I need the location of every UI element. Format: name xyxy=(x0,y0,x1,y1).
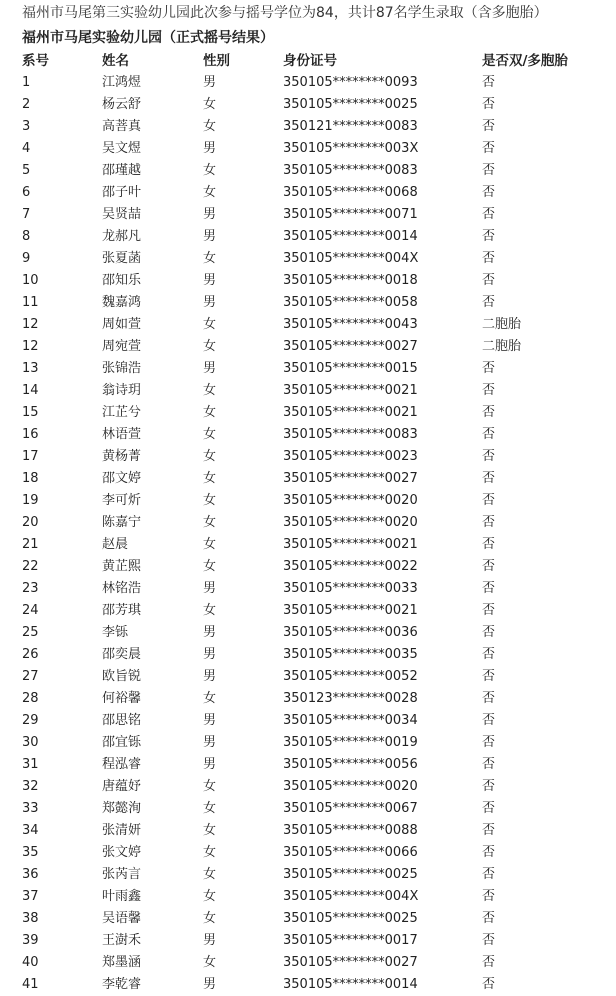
table-row xyxy=(22,424,612,446)
cell-twin-status: 否 xyxy=(482,779,496,794)
cell-name: 唐蕴妤 xyxy=(102,779,142,794)
cell-id-number: 350105********0025 xyxy=(283,867,418,882)
cell-twin-status: 否 xyxy=(482,889,496,904)
table-row xyxy=(22,270,612,292)
table-header-row xyxy=(22,50,612,72)
cell-id-number: 350105********0014 xyxy=(283,977,418,992)
cell-number: 39 xyxy=(22,933,39,948)
cell-number: 10 xyxy=(22,273,39,288)
table-row xyxy=(22,556,612,578)
cell-number: 32 xyxy=(22,779,39,794)
cell-id-number: 350105********0058 xyxy=(283,295,418,310)
table-body xyxy=(22,72,612,996)
cell-gender: 女 xyxy=(203,845,217,860)
cell-id-number: 350105********004X xyxy=(283,889,419,904)
cell-id-number: 350105********0017 xyxy=(283,933,418,948)
cell-twin-status: 否 xyxy=(482,361,496,376)
table-row xyxy=(22,72,612,94)
table-row xyxy=(22,864,612,886)
table-row xyxy=(22,952,612,974)
table-row xyxy=(22,204,612,226)
header-id-number: 身份证号 xyxy=(283,53,337,69)
cell-name: 张文婷 xyxy=(102,845,142,860)
cell-twin-status: 否 xyxy=(482,691,496,706)
cell-number: 28 xyxy=(22,691,39,706)
cell-gender: 女 xyxy=(203,317,217,332)
cell-name: 张锦浩 xyxy=(102,361,142,376)
cell-id-number: 350123********0028 xyxy=(283,691,418,706)
cell-name: 王澍禾 xyxy=(102,933,142,948)
table-row xyxy=(22,754,612,776)
cell-name: 黄芷熙 xyxy=(102,559,142,574)
cell-gender: 女 xyxy=(203,339,217,354)
cell-name: 周宛萱 xyxy=(102,339,142,354)
cell-name: 陈嘉宁 xyxy=(102,515,142,530)
cell-name: 林铭浩 xyxy=(102,581,142,596)
cell-number: 9 xyxy=(22,251,31,266)
cell-name: 郑墨涵 xyxy=(102,955,142,970)
table-row xyxy=(22,820,612,842)
cell-id-number: 350105********0066 xyxy=(283,845,418,860)
cell-gender: 男 xyxy=(203,75,217,90)
cell-number: 3 xyxy=(22,119,31,134)
table-row xyxy=(22,182,612,204)
cell-id-number: 350105********0043 xyxy=(283,317,418,332)
cell-name: 张清妍 xyxy=(102,823,142,838)
cell-gender: 男 xyxy=(203,625,217,640)
table-row xyxy=(22,974,612,996)
table-row xyxy=(22,578,612,600)
cell-id-number: 350105********0056 xyxy=(283,757,418,772)
table-row xyxy=(22,644,612,666)
cell-number: 35 xyxy=(22,845,39,860)
cell-gender: 女 xyxy=(203,449,217,464)
cell-gender: 女 xyxy=(203,801,217,816)
cell-id-number: 350105********0083 xyxy=(283,427,418,442)
cell-gender: 女 xyxy=(203,889,217,904)
header-number: 系号 xyxy=(22,53,49,69)
page-subtitle: 福州市马尾实验幼儿园（正式摇号结果） xyxy=(22,30,274,46)
cell-name: 龙郝凡 xyxy=(102,229,142,244)
table-row xyxy=(22,512,612,534)
cell-twin-status: 否 xyxy=(482,647,496,662)
cell-number: 23 xyxy=(22,581,39,596)
table-row xyxy=(22,732,612,754)
cell-id-number: 350105********0020 xyxy=(283,515,418,530)
cell-id-number: 350105********0023 xyxy=(283,449,418,464)
cell-number: 29 xyxy=(22,713,39,728)
cell-twin-status: 否 xyxy=(482,845,496,860)
cell-gender: 女 xyxy=(203,691,217,706)
cell-id-number: 350105********0068 xyxy=(283,185,418,200)
cell-number: 7 xyxy=(22,207,31,222)
cell-gender: 女 xyxy=(203,405,217,420)
cell-name: 江鸿煜 xyxy=(102,75,142,90)
cell-number: 8 xyxy=(22,229,31,244)
cell-name: 何裕馨 xyxy=(102,691,142,706)
header-gender: 性别 xyxy=(203,53,230,69)
cell-name: 邵知乐 xyxy=(102,273,142,288)
cell-gender: 女 xyxy=(203,911,217,926)
cell-number: 14 xyxy=(22,383,39,398)
table-row xyxy=(22,666,612,688)
cell-name: 邵芳琪 xyxy=(102,603,142,618)
header-name: 姓名 xyxy=(102,53,129,69)
cell-number: 20 xyxy=(22,515,39,530)
cell-gender: 男 xyxy=(203,713,217,728)
cell-name: 赵晨 xyxy=(102,537,129,552)
cell-name: 邵子叶 xyxy=(102,185,142,200)
cell-number: 18 xyxy=(22,471,39,486)
cell-id-number: 350105********0021 xyxy=(283,405,418,420)
cell-number: 30 xyxy=(22,735,39,750)
cell-id-number: 350105********0018 xyxy=(283,273,418,288)
cell-gender: 男 xyxy=(203,735,217,750)
cell-number: 12 xyxy=(22,339,39,354)
table-row xyxy=(22,336,612,358)
cell-name: 邵宜铄 xyxy=(102,735,142,750)
cell-id-number: 350105********0052 xyxy=(283,669,418,684)
cell-name: 周如萱 xyxy=(102,317,142,332)
cell-name: 吴贤喆 xyxy=(102,207,142,222)
cell-id-number: 350105********0036 xyxy=(283,625,418,640)
table-row xyxy=(22,446,612,468)
cell-gender: 男 xyxy=(203,295,217,310)
cell-number: 13 xyxy=(22,361,39,376)
cell-twin-status: 否 xyxy=(482,867,496,882)
cell-gender: 女 xyxy=(203,515,217,530)
cell-name: 黄杨菁 xyxy=(102,449,142,464)
cell-number: 37 xyxy=(22,889,39,904)
cell-name: 邵瑾越 xyxy=(102,163,142,178)
table-row xyxy=(22,776,612,798)
cell-name: 郑懿洵 xyxy=(102,801,142,816)
cell-number: 21 xyxy=(22,537,39,552)
table-row xyxy=(22,94,612,116)
cell-name: 江芷兮 xyxy=(102,405,142,420)
cell-twin-status: 否 xyxy=(482,471,496,486)
cell-id-number: 350121********0083 xyxy=(283,119,418,134)
cell-id-number: 350105********0088 xyxy=(283,823,418,838)
cell-id-number: 350105********003X xyxy=(283,141,419,156)
cell-gender: 男 xyxy=(203,229,217,244)
table-row xyxy=(22,468,612,490)
cell-name: 张芮言 xyxy=(102,867,142,882)
cell-number: 27 xyxy=(22,669,39,684)
cell-id-number: 350105********0025 xyxy=(283,97,418,112)
cell-number: 17 xyxy=(22,449,39,464)
table-row xyxy=(22,314,612,336)
cell-id-number: 350105********0035 xyxy=(283,647,418,662)
cell-twin-status: 否 xyxy=(482,273,496,288)
cell-gender: 女 xyxy=(203,251,217,266)
cell-gender: 男 xyxy=(203,141,217,156)
cell-id-number: 350105********0067 xyxy=(283,801,418,816)
cell-twin-status: 否 xyxy=(482,75,496,90)
cell-name: 叶雨鑫 xyxy=(102,889,142,904)
cell-gender: 男 xyxy=(203,207,217,222)
cell-name: 李铄 xyxy=(102,625,129,640)
cell-name: 吴文煜 xyxy=(102,141,142,156)
cell-id-number: 350105********0022 xyxy=(283,559,418,574)
cell-id-number: 350105********0027 xyxy=(283,471,418,486)
cell-name: 邵文婷 xyxy=(102,471,142,486)
cell-name: 魏嘉鸿 xyxy=(102,295,142,310)
cell-id-number: 350105********0027 xyxy=(283,955,418,970)
cell-gender: 女 xyxy=(203,471,217,486)
cell-gender: 女 xyxy=(203,493,217,508)
table-row xyxy=(22,138,612,160)
cell-id-number: 350105********0093 xyxy=(283,75,418,90)
cell-name: 翁诗玥 xyxy=(102,383,142,398)
cell-name: 李可炘 xyxy=(102,493,142,508)
table-row xyxy=(22,688,612,710)
cell-twin-status: 否 xyxy=(482,823,496,838)
cell-gender: 女 xyxy=(203,427,217,442)
cell-name: 杨云舒 xyxy=(102,97,142,112)
cell-id-number: 350105********0025 xyxy=(283,911,418,926)
table-row xyxy=(22,490,612,512)
cell-number: 11 xyxy=(22,295,39,310)
cell-twin-status: 否 xyxy=(482,185,496,200)
cell-gender: 男 xyxy=(203,361,217,376)
cell-twin-status: 否 xyxy=(482,515,496,530)
table-row xyxy=(22,798,612,820)
cell-id-number: 350105********004X xyxy=(283,251,419,266)
cell-number: 1 xyxy=(22,75,31,90)
cell-name: 程泓睿 xyxy=(102,757,142,772)
cell-number: 25 xyxy=(22,625,39,640)
cell-number: 34 xyxy=(22,823,39,838)
cell-id-number: 350105********0015 xyxy=(283,361,418,376)
cell-number: 36 xyxy=(22,867,39,882)
cell-id-number: 350105********0014 xyxy=(283,229,418,244)
cell-twin-status: 否 xyxy=(482,141,496,156)
cell-twin-status: 否 xyxy=(482,229,496,244)
table-row xyxy=(22,908,612,930)
table-row xyxy=(22,600,612,622)
cell-number: 31 xyxy=(22,757,39,772)
cell-id-number: 350105********0033 xyxy=(283,581,418,596)
cell-twin-status: 否 xyxy=(482,449,496,464)
header-twin-status: 是否双/多胞胎 xyxy=(482,53,568,69)
table-row xyxy=(22,358,612,380)
cell-twin-status: 否 xyxy=(482,581,496,596)
cell-gender: 男 xyxy=(203,581,217,596)
cell-twin-status: 二胞胎 xyxy=(482,339,522,354)
cell-twin-status: 否 xyxy=(482,163,496,178)
table-row xyxy=(22,248,612,270)
cell-gender: 男 xyxy=(203,647,217,662)
cell-gender: 女 xyxy=(203,119,217,134)
cell-name: 欧旨锐 xyxy=(102,669,142,684)
table-row xyxy=(22,292,612,314)
cell-twin-status: 否 xyxy=(482,537,496,552)
cell-gender: 男 xyxy=(203,273,217,288)
cell-twin-status: 否 xyxy=(482,383,496,398)
cell-twin-status: 否 xyxy=(482,603,496,618)
cell-id-number: 350105********0020 xyxy=(283,779,418,794)
cell-twin-status: 否 xyxy=(482,119,496,134)
cell-gender: 女 xyxy=(203,383,217,398)
cell-number: 2 xyxy=(22,97,31,112)
cell-gender: 女 xyxy=(203,867,217,882)
table-row xyxy=(22,226,612,248)
cell-gender: 男 xyxy=(203,757,217,772)
cell-gender: 男 xyxy=(203,669,217,684)
cell-id-number: 350105********0071 xyxy=(283,207,418,222)
cell-number: 40 xyxy=(22,955,39,970)
cell-twin-status: 否 xyxy=(482,801,496,816)
cell-twin-status: 否 xyxy=(482,955,496,970)
cell-name: 林语萱 xyxy=(102,427,142,442)
cell-gender: 女 xyxy=(203,559,217,574)
table-row xyxy=(22,402,612,424)
cell-twin-status: 否 xyxy=(482,669,496,684)
cell-twin-status: 否 xyxy=(482,933,496,948)
cell-twin-status: 否 xyxy=(482,625,496,640)
cell-twin-status: 否 xyxy=(482,735,496,750)
cell-number: 5 xyxy=(22,163,31,178)
cell-id-number: 350105********0034 xyxy=(283,713,418,728)
cell-number: 19 xyxy=(22,493,39,508)
cell-number: 33 xyxy=(22,801,39,816)
table-row xyxy=(22,710,612,732)
intro-text: 福州市马尾第三实验幼儿园此次参与摇号学位为84，共计87名学生录取（含多胞胎） xyxy=(22,5,548,21)
cell-twin-status: 否 xyxy=(482,559,496,574)
cell-id-number: 350105********0020 xyxy=(283,493,418,508)
cell-id-number: 350105********0021 xyxy=(283,603,418,618)
cell-gender: 男 xyxy=(203,933,217,948)
cell-number: 24 xyxy=(22,603,39,618)
cell-twin-status: 否 xyxy=(482,977,496,992)
cell-twin-status: 否 xyxy=(482,427,496,442)
cell-gender: 男 xyxy=(203,977,217,992)
table-row xyxy=(22,380,612,402)
cell-twin-status: 否 xyxy=(482,405,496,420)
cell-name: 高菩真 xyxy=(102,119,142,134)
cell-id-number: 350105********0019 xyxy=(283,735,418,750)
cell-name: 李乾睿 xyxy=(102,977,142,992)
table-row xyxy=(22,534,612,556)
cell-gender: 女 xyxy=(203,603,217,618)
cell-id-number: 350105********0021 xyxy=(283,383,418,398)
cell-number: 6 xyxy=(22,185,31,200)
cell-number: 15 xyxy=(22,405,39,420)
cell-number: 26 xyxy=(22,647,39,662)
cell-name: 吴语馨 xyxy=(102,911,142,926)
cell-twin-status: 否 xyxy=(482,295,496,310)
cell-gender: 女 xyxy=(203,537,217,552)
cell-twin-status: 否 xyxy=(482,97,496,112)
cell-gender: 女 xyxy=(203,185,217,200)
cell-id-number: 350105********0021 xyxy=(283,537,418,552)
cell-number: 12 xyxy=(22,317,39,332)
cell-number: 41 xyxy=(22,977,39,992)
cell-twin-status: 否 xyxy=(482,911,496,926)
table-row xyxy=(22,930,612,952)
table-row xyxy=(22,160,612,182)
cell-gender: 女 xyxy=(203,823,217,838)
cell-twin-status: 否 xyxy=(482,251,496,266)
cell-number: 38 xyxy=(22,911,39,926)
cell-twin-status: 否 xyxy=(482,713,496,728)
table-row xyxy=(22,116,612,138)
table-row xyxy=(22,622,612,644)
table-row xyxy=(22,842,612,864)
cell-name: 邵奕晨 xyxy=(102,647,142,662)
lottery-results-table xyxy=(22,50,612,996)
cell-twin-status: 否 xyxy=(482,207,496,222)
cell-gender: 女 xyxy=(203,97,217,112)
cell-id-number: 350105********0027 xyxy=(283,339,418,354)
table-row xyxy=(22,886,612,908)
cell-number: 22 xyxy=(22,559,39,574)
cell-gender: 女 xyxy=(203,163,217,178)
cell-twin-status: 否 xyxy=(482,493,496,508)
cell-name: 邵思铭 xyxy=(102,713,142,728)
cell-number: 16 xyxy=(22,427,39,442)
cell-gender: 女 xyxy=(203,779,217,794)
cell-twin-status: 二胞胎 xyxy=(482,317,522,332)
cell-gender: 女 xyxy=(203,955,217,970)
cell-id-number: 350105********0083 xyxy=(283,163,418,178)
cell-twin-status: 否 xyxy=(482,757,496,772)
cell-number: 4 xyxy=(22,141,31,156)
cell-name: 张夏菡 xyxy=(102,251,142,266)
